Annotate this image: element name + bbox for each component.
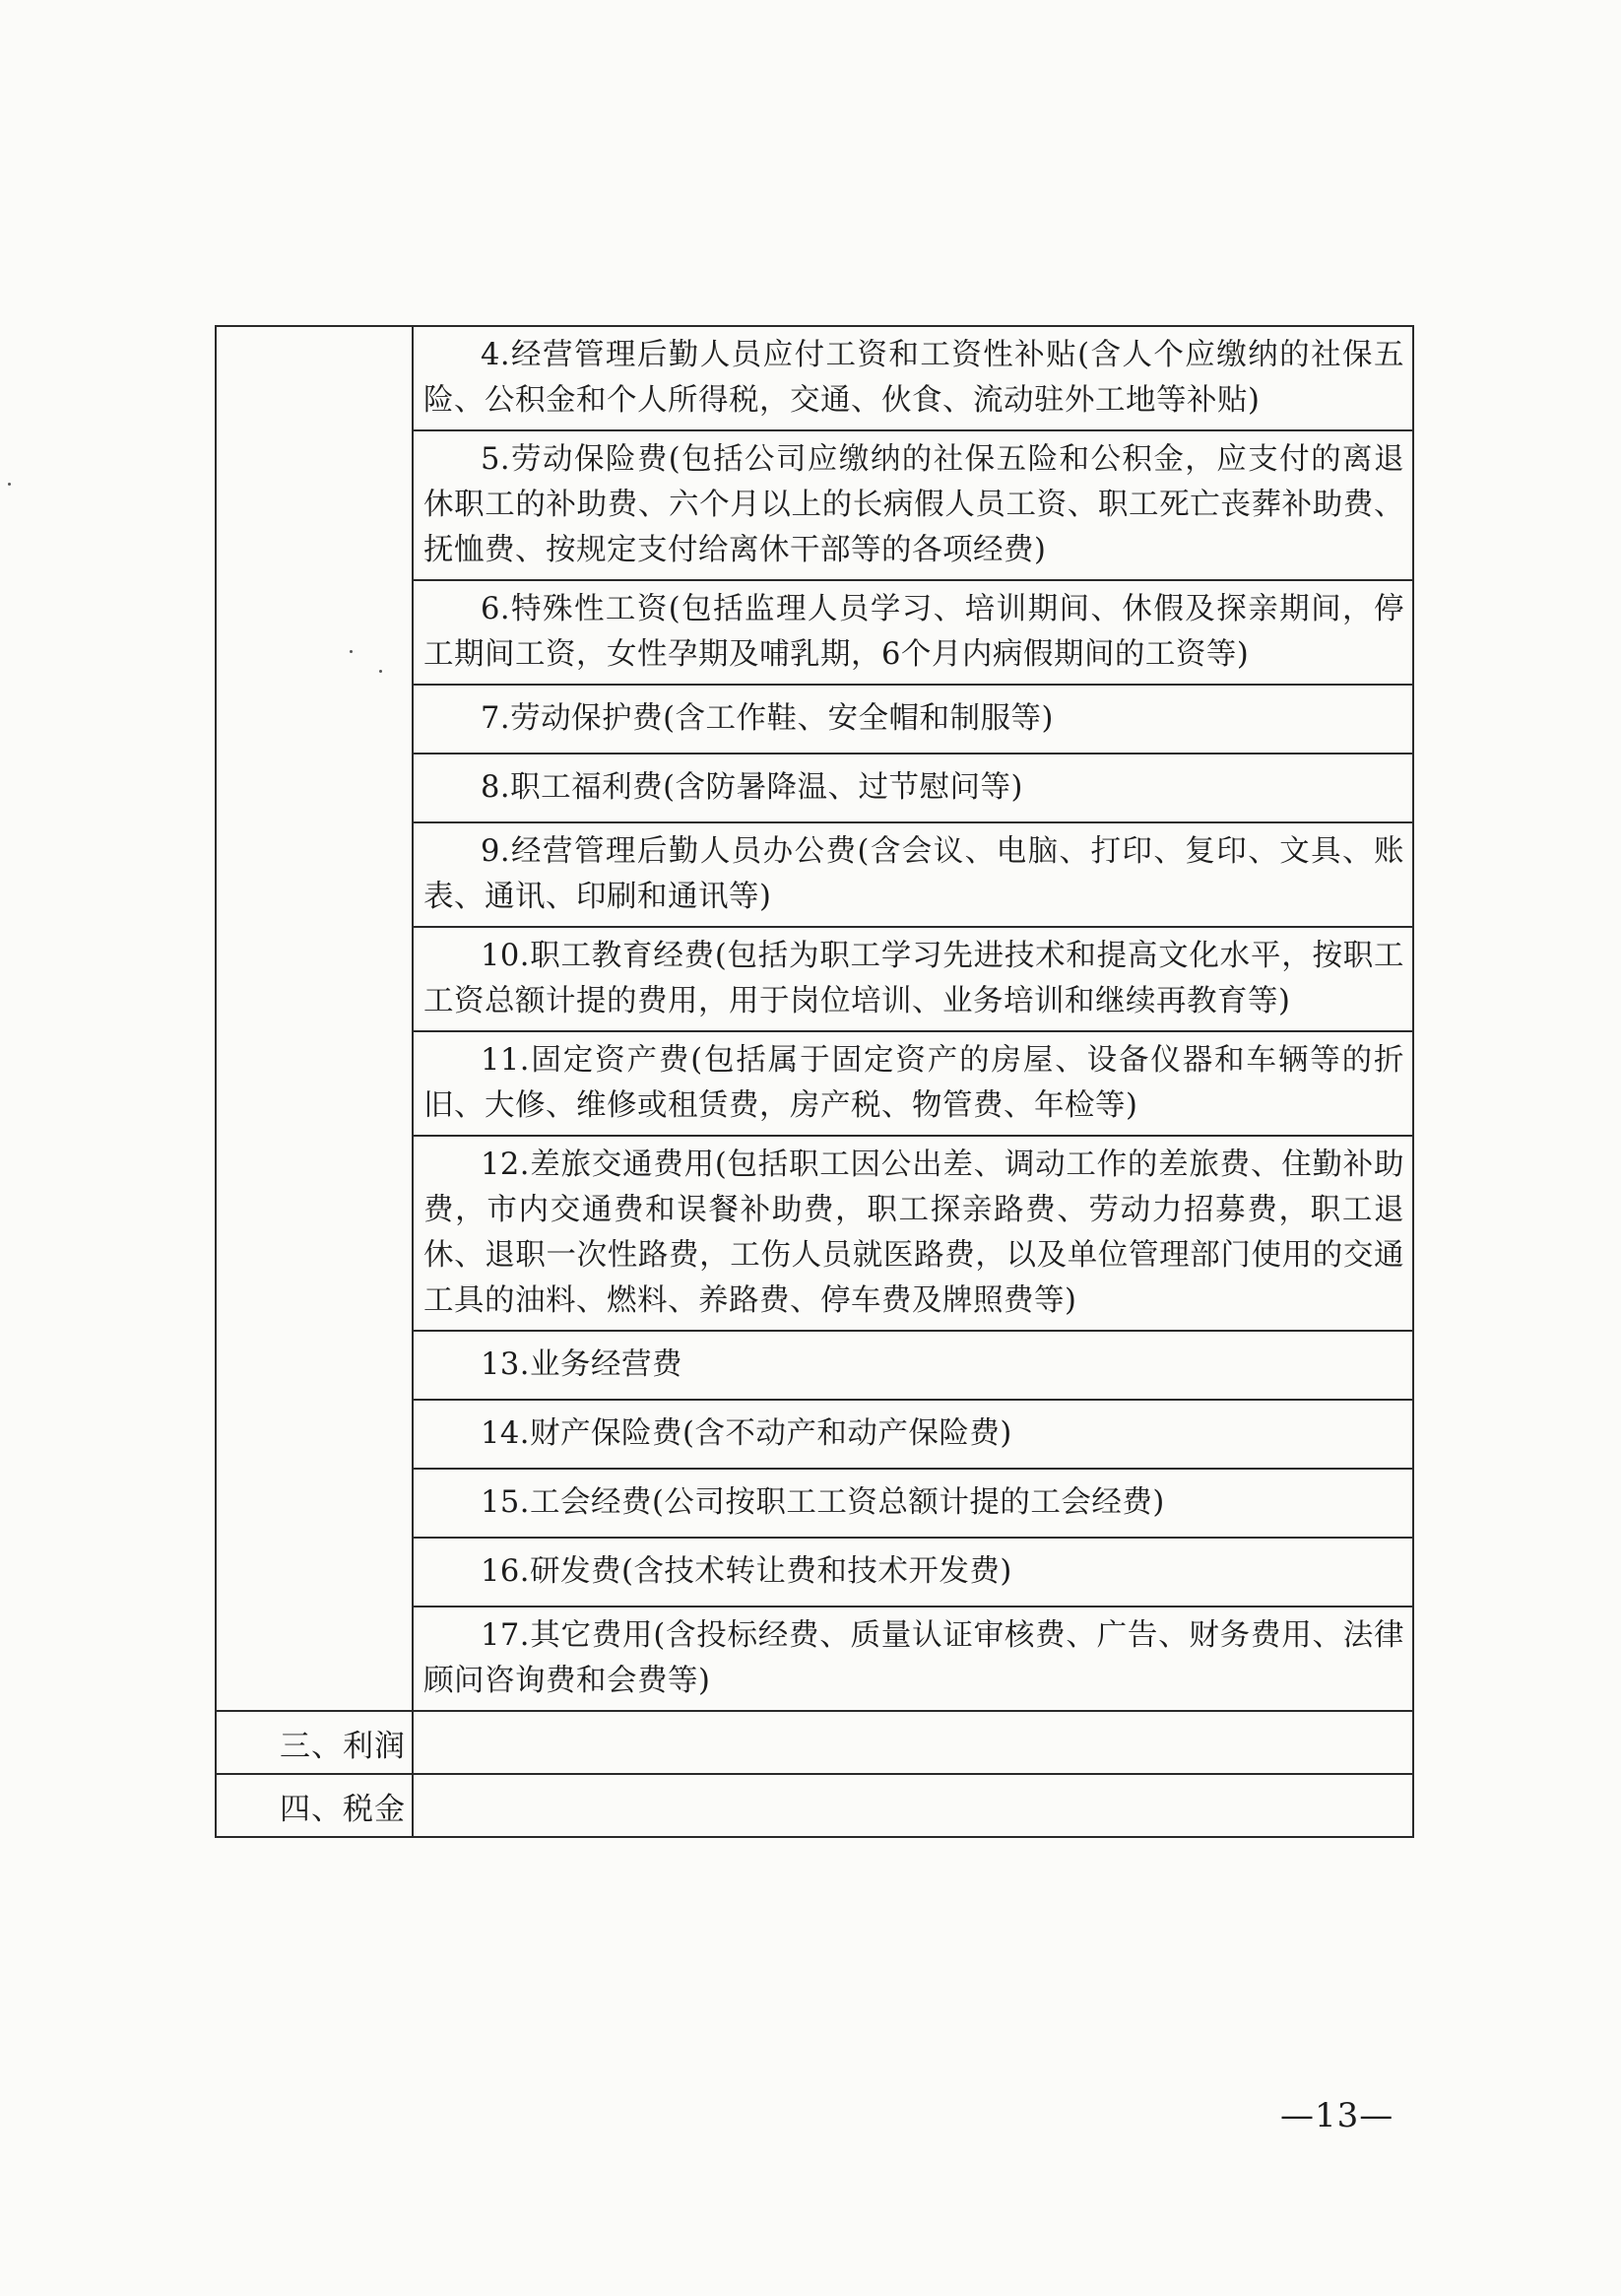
scan-speck <box>8 483 11 486</box>
page-number: —13— <box>1280 2096 1394 2135</box>
expense-item-15: 15.工会经费(公司按职工工资总额计提的工会经费) <box>413 1469 1413 1538</box>
table-row <box>216 1774 1413 1837</box>
scan-speck <box>379 670 382 673</box>
expense-item-4: 4.经营管理后勤人员应付工资和工资性补贴(含人个应缴纳的社保五险、公积金和个人所得税，交通、伙食、流动驻外工地等补贴) <box>413 326 1413 430</box>
expense-item-13: 13.业务经营费 <box>413 1331 1413 1400</box>
profit-value-cell <box>413 1711 1413 1774</box>
tax-label: 四、税金 <box>216 1774 413 1837</box>
expense-table <box>215 325 1414 1838</box>
category-cell-blank <box>216 326 413 1711</box>
expense-item-14: 14.财产保险费(含不动产和动产保险费) <box>413 1400 1413 1469</box>
profit-label: 三、利润 <box>216 1711 413 1774</box>
expense-item-9: 9.经营管理后勤人员办公费(含会议、电脑、打印、复印、文具、账表、通讯、印刷和通讯等) <box>413 822 1413 927</box>
expense-item-5: 5.劳动保险费(包括公司应缴纳的社保五险和公积金，应支付的离退休职工的补助费、六个月以上的长病假人员工资、职工死亡丧葬补助费、抚恤费、按规定支付给离休干部等的各项经费) <box>413 430 1413 580</box>
expense-item-10: 10.职工教育经费(包括为职工学习先进技术和提高文化水平，按职工工资总额计提的费用，用于岗位培训、业务培训和继续再教育等) <box>413 927 1413 1031</box>
expense-item-11: 11.固定资产费(包括属于固定资产的房屋、设备仪器和车辆等的折旧、大修、维修或租赁费，房产税、物管费、年检等) <box>413 1031 1413 1136</box>
expense-item-6: 6.特殊性工资(包括监理人员学习、培训期间、休假及探亲期间，停工期间工资，女性孕期及哺乳期，6个月内病假期间的工资等) <box>413 580 1413 685</box>
expense-item-17: 17.其它费用(含投标经费、质量认证审核费、广告、财务费用、法律顾问咨询费和会费等) <box>413 1607 1413 1711</box>
tax-value-cell <box>413 1774 1413 1837</box>
scan-speck <box>350 650 353 653</box>
expense-item-12: 12.差旅交通费用(包括职工因公出差、调动工作的差旅费、住勤补助费，市内交通费和误餐补助费，职工探亲路费、劳动力招募费，职工退休、退职一次性路费，工伤人员就医路费，以及单位管理部门使用的交通工具的油料、燃料、养路费、停车费及牌照费等) <box>413 1136 1413 1331</box>
expense-item-8: 8.职工福利费(含防暑降温、过节慰问等) <box>413 754 1413 822</box>
expense-item-16: 16.研发费(含技术转让费和技术开发费) <box>413 1538 1413 1607</box>
table-row <box>216 326 1413 430</box>
expense-item-7: 7.劳动保护费(含工作鞋、安全帽和制服等) <box>413 685 1413 754</box>
table-row <box>216 1711 1413 1774</box>
